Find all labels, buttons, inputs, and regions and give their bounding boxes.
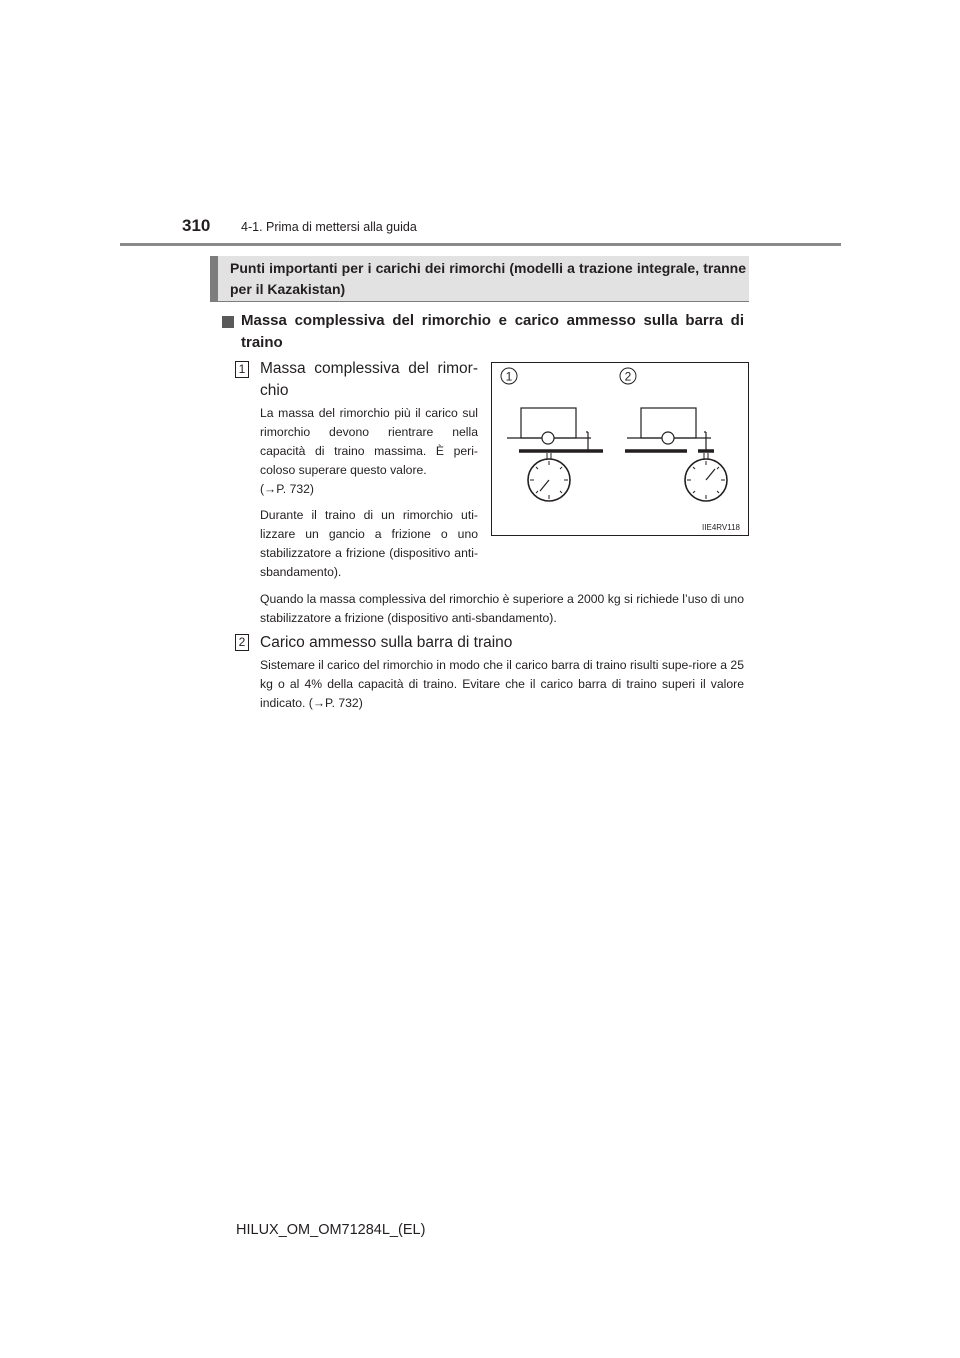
item-paragraph: Quando la massa complessiva del rimorchio è superiore a 2000 kg si richiede l’uso di uno stabilizzatore a frizione (dispositivo anti-sbandamento).: [260, 592, 744, 625]
figure-callout-2: 2: [624, 369, 632, 384]
section-title: 4-1. Prima di mettersi alla guida: [241, 220, 417, 234]
page-reference: (→P. 732): [260, 482, 314, 496]
scale-gauge-icon: [685, 459, 727, 501]
trailer-load-figure: [491, 362, 749, 536]
figure-code: IIE4RV118: [702, 523, 740, 532]
footer-doc-id: HILUX_OM_OM71284L_(EL): [236, 1222, 426, 1238]
subsection-bullet-icon: [222, 316, 234, 328]
item-title: Massa complessiva del rimor-chio: [260, 360, 478, 399]
figure-callout-1: 1: [505, 369, 513, 384]
item-number-badge: 2: [235, 634, 249, 651]
header-rule: [120, 243, 841, 246]
subsection-heading: Massa complessiva del rimorchio e carico ammesso sulla barra di traino: [241, 312, 744, 351]
page-number: 310: [182, 216, 211, 235]
item-paragraph: La massa del rimorchio più il carico sul rimorchio devono rientrare nella capacità di traino massima. È peri-coloso superare questo valore.: [260, 406, 478, 477]
topic-callout-box: [210, 256, 749, 302]
scale-gauge-icon: [528, 459, 570, 501]
item-paragraph: Sistemare il carico del rimorchio in modo che il carico barra di traino risulti supe-riore a 25 kg o al 4% della capacità di traino. Evitare che il carico barra di traino superi il valore indicato. (→P. 732): [260, 658, 744, 710]
item-paragraph: Durante il traino di un rimorchio uti-lizzare un gancio a frizione o uno stabilizzatore a frizione (dispositivo anti-sbandamento).: [260, 508, 478, 579]
topic-callout-text: Punti importanti per i carichi dei rimorchi (modelli a trazione integrale, tranne per il Kazakistan): [230, 260, 746, 297]
item-number-badge: 1: [235, 361, 249, 378]
item-title: Carico ammesso sulla barra di traino: [260, 634, 513, 651]
